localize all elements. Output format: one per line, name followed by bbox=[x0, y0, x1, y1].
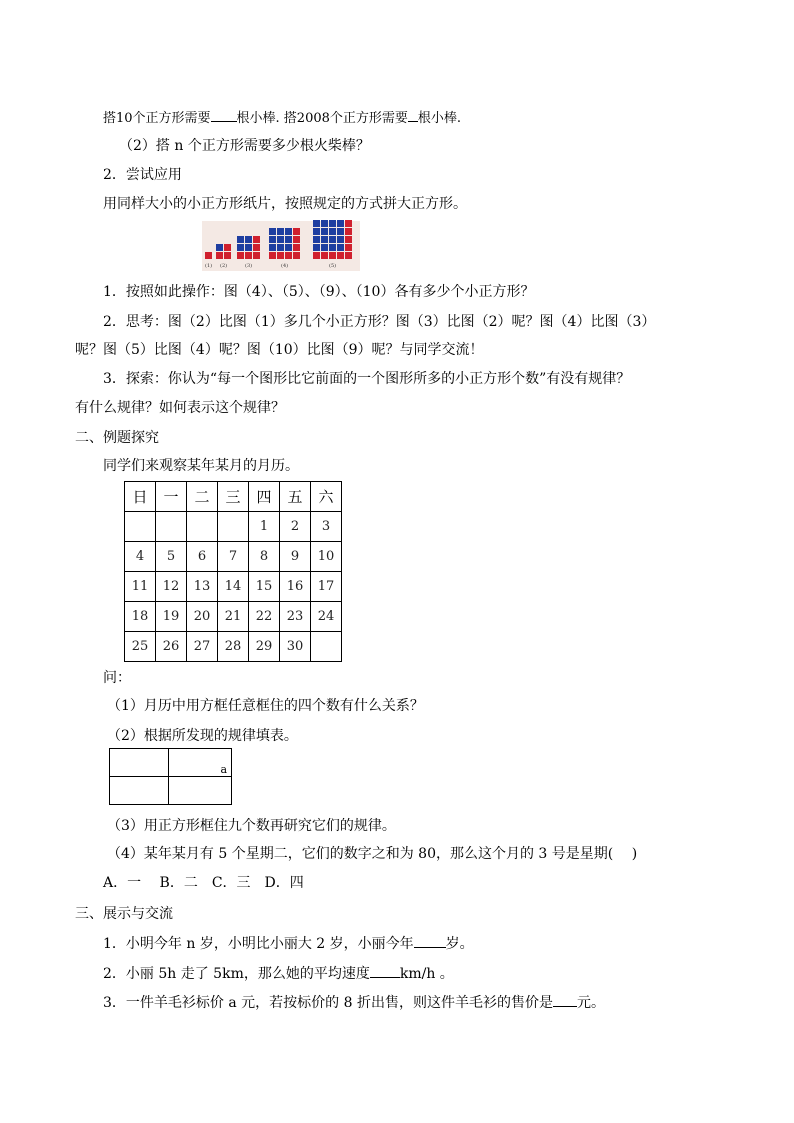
calendar-cell: 20 bbox=[187, 602, 218, 632]
pattern-square bbox=[313, 236, 320, 243]
part-4: （4）某年某月有 5 个星期二，它们的数字之和为 80，那么这个月的 3 号是星期( ) bbox=[107, 846, 638, 862]
answer-options: A．一 B．二 C．三 D．四 bbox=[103, 875, 304, 891]
section-2-title: 二、例题探究 bbox=[75, 430, 159, 446]
pattern-square bbox=[337, 220, 344, 227]
calendar-cell: 25 bbox=[125, 632, 156, 662]
calendar-cell: 27 bbox=[187, 632, 218, 662]
pattern-square bbox=[313, 244, 320, 251]
pattern-square bbox=[321, 236, 328, 243]
answer-blank[interactable] bbox=[553, 992, 577, 1007]
pattern-square bbox=[269, 228, 276, 235]
pattern-square bbox=[329, 244, 336, 251]
instruction-text: 用同样大小的小正方形纸片，按照规定的方式拼大正方形。 bbox=[103, 196, 467, 212]
q-text-a: 搭10个正方形需要 bbox=[103, 111, 211, 126]
pattern-square bbox=[245, 252, 252, 259]
pattern-square bbox=[216, 244, 223, 251]
pattern-square bbox=[224, 244, 231, 251]
pattern-square bbox=[253, 236, 260, 243]
pattern-square bbox=[245, 244, 252, 251]
pattern-square bbox=[329, 252, 336, 259]
pattern-square bbox=[313, 228, 320, 235]
part-2: （2）根据所发现的规律填表。 bbox=[107, 728, 298, 744]
calendar-cell: 15 bbox=[249, 572, 280, 602]
exercise-3-unit: 元。 bbox=[576, 995, 605, 1011]
calendar-cell: 23 bbox=[280, 602, 311, 632]
calendar-cell: 9 bbox=[280, 542, 311, 572]
grid-cell[interactable] bbox=[169, 777, 232, 805]
pattern-square bbox=[313, 252, 320, 259]
pattern-square bbox=[253, 252, 260, 259]
calendar-header: 六 bbox=[311, 482, 342, 512]
calendar-cell: 11 bbox=[125, 572, 156, 602]
pattern-square bbox=[277, 228, 284, 235]
exercise-2 bbox=[103, 963, 454, 983]
pattern-square bbox=[269, 252, 276, 259]
pattern-square bbox=[237, 252, 244, 259]
calendar-cell: 4 bbox=[125, 542, 156, 572]
pattern-square bbox=[337, 252, 344, 259]
calendar-cell: 21 bbox=[218, 602, 249, 632]
figure-caption: (3) bbox=[245, 263, 253, 269]
calendar-cell: 5 bbox=[156, 542, 187, 572]
figure-caption: (1) bbox=[205, 263, 213, 269]
calendar-cell: 12 bbox=[156, 572, 187, 602]
pattern-square bbox=[293, 236, 300, 243]
pattern-square bbox=[345, 244, 352, 251]
pattern-square bbox=[329, 236, 336, 243]
grid-cell[interactable] bbox=[110, 749, 169, 777]
exercise-3 bbox=[103, 992, 605, 1012]
subsection-heading: 2．尝试应用 bbox=[103, 167, 182, 183]
answer-blank[interactable] bbox=[414, 933, 446, 948]
pattern-square bbox=[345, 252, 352, 259]
q-text-b: 根小棒. 搭2008个正方形需要 bbox=[236, 111, 408, 126]
pattern-square bbox=[237, 236, 244, 243]
matchstick-question-1 bbox=[103, 107, 461, 128]
calendar-cell: 16 bbox=[280, 572, 311, 602]
pattern-square bbox=[285, 252, 292, 259]
calendar-header: 五 bbox=[280, 482, 311, 512]
calendar-cell: 17 bbox=[311, 572, 342, 602]
part-3: （3）用正方形框住九个数再研究它们的规律。 bbox=[107, 818, 396, 834]
pattern-square bbox=[345, 236, 352, 243]
answer-blank[interactable] bbox=[370, 963, 400, 978]
figure-caption: (5) bbox=[329, 263, 337, 269]
pattern-square bbox=[321, 252, 328, 259]
calendar-intro: 同学们来观察某年某月的月历。 bbox=[103, 458, 299, 474]
question-3-line-2: 有什么规律？如何表示这个规律？ bbox=[75, 400, 285, 416]
calendar-cell bbox=[311, 632, 342, 662]
q-text-c: 根小棒. bbox=[417, 111, 462, 126]
pattern-square bbox=[321, 220, 328, 227]
figure-caption: (2) bbox=[220, 263, 228, 269]
calendar-cell: 18 bbox=[125, 602, 156, 632]
pattern-square bbox=[293, 244, 300, 251]
calendar-cell: 13 bbox=[187, 572, 218, 602]
calendar-cell: 22 bbox=[249, 602, 280, 632]
pattern-square bbox=[277, 252, 284, 259]
calendar-cell: 8 bbox=[249, 542, 280, 572]
pattern-square bbox=[313, 220, 320, 227]
calendar-cell: 7 bbox=[218, 542, 249, 572]
calendar-cell bbox=[156, 512, 187, 542]
pattern-square bbox=[345, 228, 352, 235]
square-pattern-figure bbox=[202, 221, 360, 271]
calendar-cell bbox=[187, 512, 218, 542]
exercise-3-text: 3．一件羊毛衫标价 a 元，若按标价的 8 折出售，则这件羊毛衫的售价是 bbox=[103, 995, 553, 1011]
exercise-1 bbox=[103, 933, 474, 953]
pattern-square bbox=[269, 244, 276, 251]
pattern-square bbox=[224, 252, 231, 259]
pattern-square bbox=[245, 236, 252, 243]
calendar-cell: 26 bbox=[156, 632, 187, 662]
calendar-header: 日 bbox=[125, 482, 156, 512]
pattern-square bbox=[293, 252, 300, 259]
answer-blank[interactable] bbox=[211, 107, 237, 122]
pattern-square bbox=[345, 220, 352, 227]
calendar-cell bbox=[125, 512, 156, 542]
calendar-header: 三 bbox=[218, 482, 249, 512]
figure-caption: (4) bbox=[281, 263, 289, 269]
matchstick-question-2: （2）搭 n 个正方形需要多少根火柴棒？ bbox=[119, 138, 370, 154]
pattern-square bbox=[337, 228, 344, 235]
pattern-square bbox=[285, 244, 292, 251]
calendar-cell: 2 bbox=[280, 512, 311, 542]
calendar-header: 四 bbox=[249, 482, 280, 512]
pattern-square bbox=[253, 244, 260, 251]
pattern-square bbox=[293, 228, 300, 235]
exercise-2-text: 2．小丽 5h 走了 5km，那么她的平均速度 bbox=[103, 966, 370, 982]
pattern-square bbox=[216, 252, 223, 259]
pattern-square bbox=[321, 244, 328, 251]
exercise-1-unit: 岁。 bbox=[445, 936, 474, 952]
calendar-cell: 6 bbox=[187, 542, 218, 572]
pattern-square bbox=[237, 244, 244, 251]
calendar-cell: 29 bbox=[249, 632, 280, 662]
calendar-header: 一 bbox=[156, 482, 187, 512]
question-2-line-1: 2．思考：图（2）比图（1）多几个小正方形？图（3）比图（2）呢？图（4）比图（3） bbox=[103, 314, 656, 330]
pattern-square bbox=[277, 236, 284, 243]
pattern-square bbox=[337, 236, 344, 243]
calendar-cell: 3 bbox=[311, 512, 342, 542]
calendar-cell: 24 bbox=[311, 602, 342, 632]
section-3-title: 三、展示与交流 bbox=[75, 906, 173, 922]
exercise-1-text: 1．小明今年 n 岁，小明比小丽大 2 岁，小丽今年 bbox=[103, 936, 414, 952]
calendar-cell: 14 bbox=[218, 572, 249, 602]
pattern-square bbox=[285, 228, 292, 235]
ask-label: 问： bbox=[103, 670, 131, 686]
question-2-line-2: 呢？图（5）比图（4）呢？图（10）比图（9）呢？与同学交流！ bbox=[75, 342, 484, 358]
calendar-cell: 1 bbox=[249, 512, 280, 542]
fill-in-grid bbox=[109, 748, 232, 805]
exercise-2-unit: km/h 。 bbox=[399, 966, 454, 982]
calendar-header: 二 bbox=[187, 482, 218, 512]
pattern-square bbox=[269, 236, 276, 243]
answer-blank[interactable] bbox=[408, 107, 418, 122]
pattern-square bbox=[205, 252, 212, 259]
grid-cell[interactable] bbox=[110, 777, 169, 805]
calendar-table bbox=[124, 481, 342, 662]
calendar-cell: 28 bbox=[218, 632, 249, 662]
question-1: 1．按照如此操作：图（4）、（5）、（9）、（10）各有多少个小正方形？ bbox=[103, 284, 535, 300]
calendar-cell: 10 bbox=[311, 542, 342, 572]
grid-cell-a[interactable]: a bbox=[169, 749, 232, 777]
pattern-square bbox=[329, 228, 336, 235]
part-1: （1）月历中用方框任意框住的四个数有什么关系？ bbox=[107, 698, 424, 714]
calendar-cell bbox=[218, 512, 249, 542]
calendar-cell: 19 bbox=[156, 602, 187, 632]
pattern-square bbox=[277, 244, 284, 251]
question-3-line-1: 3．探索：你认为“每一个图形比它前面的一个图形所多的小正方形个数”有没有规律？ bbox=[103, 371, 631, 387]
calendar-cell: 30 bbox=[280, 632, 311, 662]
pattern-square bbox=[285, 236, 292, 243]
pattern-square bbox=[329, 220, 336, 227]
pattern-square bbox=[321, 228, 328, 235]
pattern-square bbox=[337, 244, 344, 251]
